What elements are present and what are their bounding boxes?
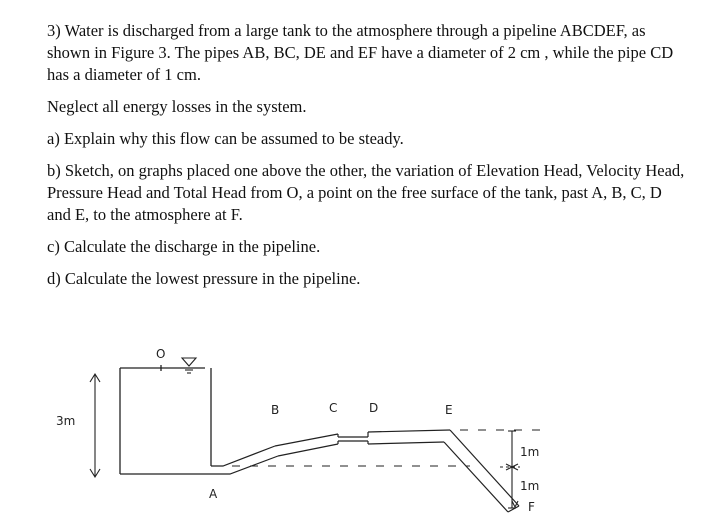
tank-height-dimension: [90, 374, 100, 477]
pipe-ab-upper: [211, 446, 275, 466]
figure-3-pipeline-sketch: [0, 330, 702, 522]
question-part-d: d) Calculate the lowest pressure in the pipeline.: [47, 269, 361, 288]
pipe-ab-lower: [211, 456, 278, 474]
question-part-a: a) Explain why this flow can be assumed to be steady.: [47, 129, 404, 148]
label-o: O: [156, 347, 166, 361]
pipeline: [211, 430, 519, 512]
label-tank-height: 3m: [56, 414, 76, 428]
tank: [120, 365, 211, 474]
pipe-bc-lower: [278, 444, 338, 456]
label-a: A: [209, 487, 218, 501]
label-drop-2: 1m: [520, 479, 540, 493]
question-part-b: b) Sketch, on graphs placed one above the other, the variation of Elevation Head, Velocity Head, Pressure Head and Total Head from O, a point on the free surface of the tank, past A, B, C, D and E, to the atmosphere at F.: [47, 161, 685, 224]
question-assumption: Neglect all energy losses in the system.: [47, 97, 307, 116]
label-f: F: [528, 500, 535, 514]
pipe-ef-lower: [444, 442, 508, 512]
label-d: D: [369, 401, 379, 415]
pipe-de-lower: [368, 442, 444, 444]
label-e: E: [445, 403, 453, 417]
free-surface-icon: [182, 358, 196, 373]
reference-lines: [232, 430, 545, 466]
pipe-de-upper: [368, 430, 450, 432]
pipe-outlet: [508, 506, 519, 512]
question-intro: 3) Water is discharged from a large tank to the atmosphere through a pipeline ABCDEF, as shown in Figure 3. The pipes AB, BC, DE and EF have a diameter of 2 cm , while the pipe CD has a diameter of 1 cm.: [47, 21, 674, 84]
label-drop-1: 1m: [520, 445, 540, 459]
label-c: C: [329, 401, 338, 415]
label-b: B: [271, 403, 280, 417]
question-part-c: c) Calculate the discharge in the pipeline.: [47, 237, 321, 256]
question-3: [47, 20, 687, 290]
pipe-ef-upper: [450, 430, 519, 506]
pipe-bc-upper: [275, 434, 338, 446]
